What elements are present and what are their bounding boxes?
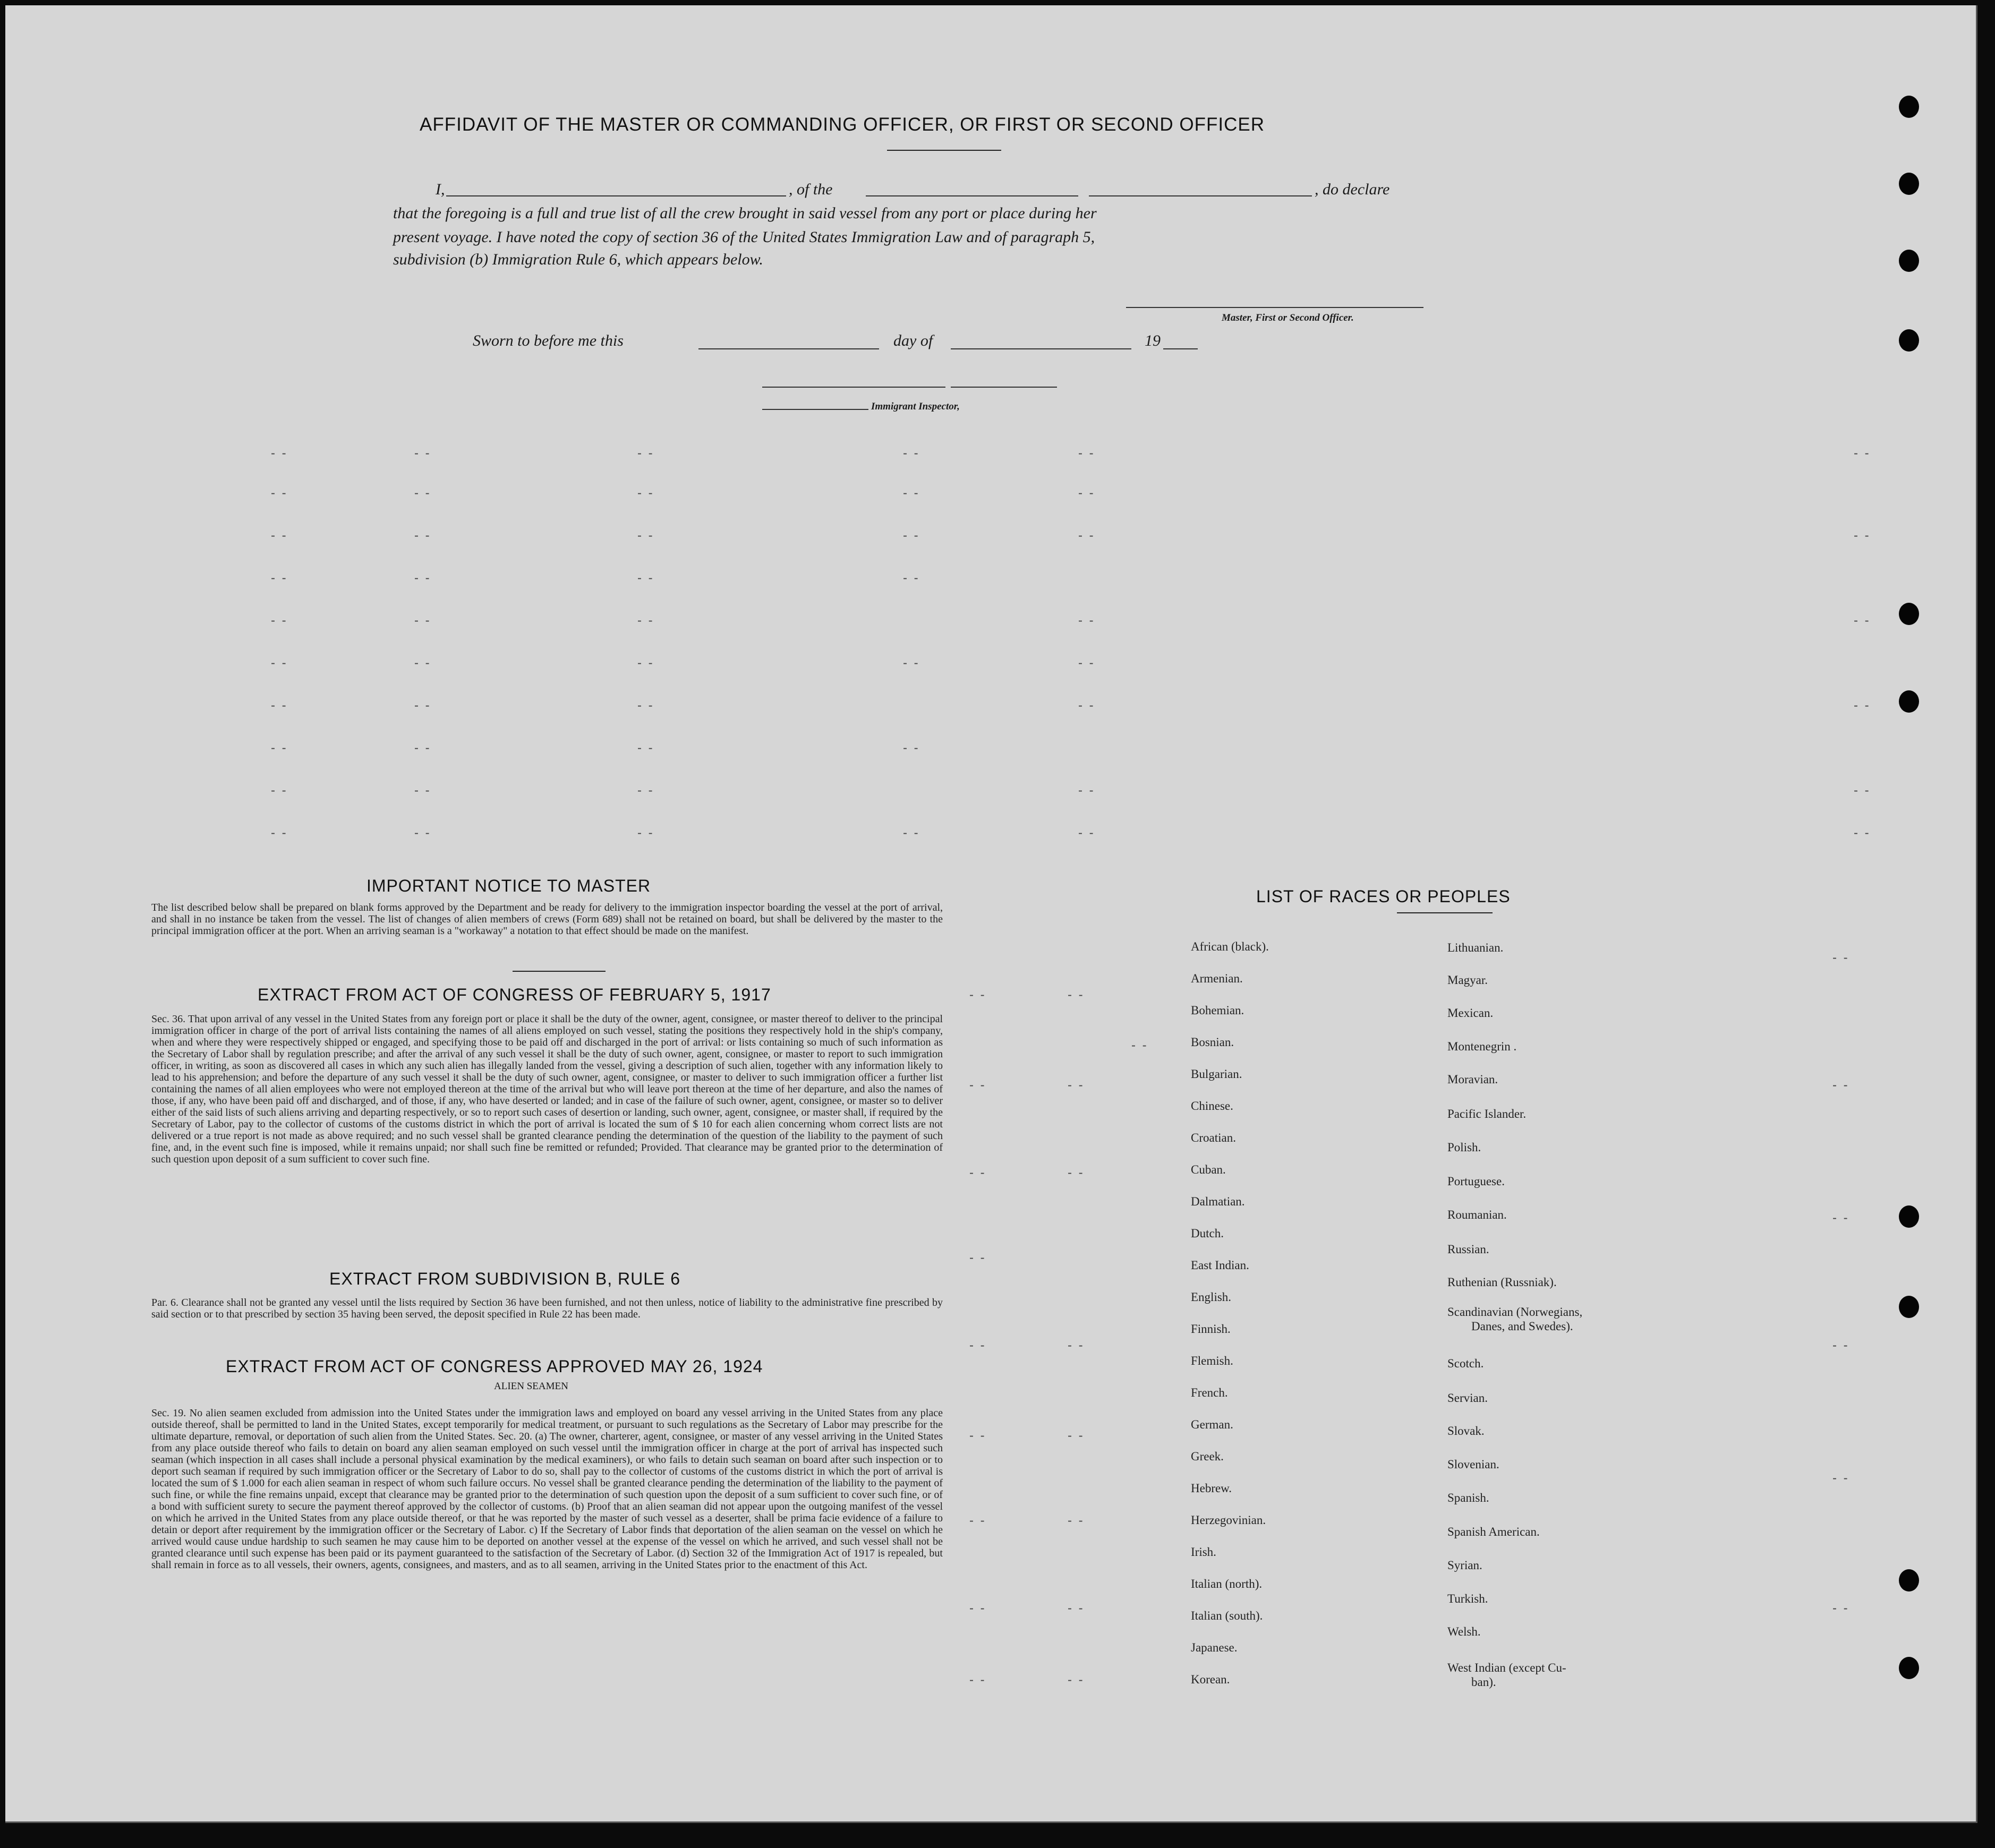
bleed-dashes: - - [1854,783,1871,798]
races-underline [1397,912,1493,913]
bleed-dashes: - - [969,1673,986,1687]
bleed-dashes: - - [1832,1211,1849,1225]
race-item: English. [1191,1290,1232,1304]
year-blank [1163,348,1198,349]
punch-hole [1899,1296,1919,1318]
bleed-dashes: - - [414,783,431,798]
bleed-dashes: - - [1078,656,1095,670]
race-item: Pacific Islander. [1447,1107,1527,1120]
bleed-dashes: - - [1854,528,1871,543]
bleed-dashes: - - [969,1078,986,1092]
bleed-dashes: - - [637,486,654,500]
bleed-dashes: - - [903,571,920,585]
race-item: Servian. [1447,1391,1488,1405]
bleed-dashes: - - [1078,698,1095,713]
race-item: Bulgarian. [1191,1067,1242,1081]
rule6-title: EXTRACT FROM SUBDIVISION B, RULE 6 [329,1269,681,1288]
bleed-dashes: - - [1832,1338,1849,1353]
punch-hole [1899,96,1919,118]
bleed-dashes: - - [414,446,431,460]
race-item: Portuguese. [1447,1175,1505,1188]
bleed-dashes: - - [414,741,431,755]
race-item: Lithuanian. [1447,941,1504,954]
race-item: Danes, and Swedes). [1471,1320,1573,1333]
race-item: Herzegovinian. [1191,1513,1266,1527]
bleed-dashes: - - [1832,1601,1849,1615]
bleed-dashes: - - [1068,1166,1085,1180]
race-item: Dalmatian. [1191,1195,1245,1208]
affidavit-i-label: I, [436,181,445,198]
signature-label: Master, First or Second Officer. [1222,312,1354,323]
bleed-dashes: - - [1068,1078,1085,1092]
bleed-dashes: - - [1078,613,1095,628]
bleed-dashes: - - [637,446,654,460]
sworn-text: Sworn to before me this [473,332,624,349]
race-item: Moravian. [1447,1073,1498,1086]
punch-hole [1899,690,1919,713]
bleed-dashes: - - [271,528,288,543]
race-item: Scotch. [1447,1357,1484,1370]
bleed-dashes: - - [271,486,288,500]
bleed-dashes: - - [1854,613,1871,628]
race-item: Turkish. [1447,1592,1488,1605]
bleed-dashes: - - [271,571,288,585]
race-item: Polish. [1447,1141,1481,1154]
bleed-dashes: - - [1854,826,1871,840]
bleed-dashes: - - [271,826,288,840]
bleed-dashes: - - [271,613,288,628]
document-page [5,5,1977,1823]
title-underline [887,150,1001,151]
bleed-dashes: - - [637,571,654,585]
race-item: Greek. [1191,1450,1224,1463]
race-item: German. [1191,1418,1233,1431]
bleed-dashes: - - [271,741,288,755]
bleed-dashes: - - [637,613,654,628]
bleed-dashes: - - [414,486,431,500]
affidavit-line-2: that the foregoing is a full and true list of all the crew brought in said vessel from any port or place during her [393,204,1097,222]
race-item: Welsh. [1447,1625,1481,1638]
bleed-dashes: - - [969,1513,986,1528]
race-item: Syrian. [1447,1559,1482,1572]
race-item: African (black). [1191,940,1269,953]
extract-1924-body: Sec. 19. No alien seamen excluded from admission into the United States under the immigration laws and employed on board any vessel arriving in the United States from any place outside thereof, shall be permitted to land in the United States, except temporarily for medical treatment, or pursuant to such regulations as the Secretary of Labor may prescribe for the ultimate departure, removal, or deportation of such alien from the United States. Sec. 20. (a) The owner, charterer, agent, consignee, or master of any vessel arriving in the United States from any place outside thereof who fails to detain on board any alien seaman employed on such vessel until the immigration officer in charge at the port of arrival has inspected such seaman (which inspection in all cases shall include a personal physical examination by the medical examiners), or who fails to detain such seaman on board after such inspection or to deport such seaman if required by such immigration officer or the Secretary of Labor to do so, shall pay to the collector of customs of the customs district in which the port of arrival is located the sum of $ 1.000 for each alien seaman in respect of whom such failure occurs. No vessel shall be granted clearance pending the determination of the liability to the payment of such fine, or while the fine remains unpaid, except that clearance may be granted prior to the determination of such question upon the deposit of a sum sufficient to cover such fine, or of a bond with sufficient surety to secure the payment thereof approved by the collector of customs. (b) Proof that an alien seaman did not appear upon the outgoing manifest of the vessel on which he arrived in the United States from any place outside thereof, or that he was reported by the master of such vessel as a deserter, shall be prima facie evidence of a failure to detain or deport after requirement by the immigration officer or the Secretary of Labor. c) If the Secretary of Labor finds that deportation of the alien seaman on the vessel on which he arrived would cause undue hardship to such seamen he may cause him to be deported on another vessel at the expense of the vessel on which he arrived, and such vessel shall not be granted clearance until such expense has been paid or its payment guaranteed to the satisfaction of the Secretary of Labor. (d) Section 32 of the Immigration Act of 1917 is repealed, but shall remain in force as to all vessels, their owners, agents, consignees, and masters, and as to all seamen, arriving in the United States prior to the enactment of this Act. [151,1407,943,1571]
affidavit-of-label: , of the [789,181,833,198]
bleed-dashes: - - [414,698,431,713]
inspector-line-b [951,387,1057,388]
race-item: Slovenian. [1447,1458,1499,1471]
bleed-dashes: - - [1131,1038,1148,1053]
race-item: Scandinavian (Norwegians, [1447,1305,1583,1319]
race-item: Mexican. [1447,1006,1494,1020]
bleed-dashes: - - [637,528,654,543]
bleed-dashes: - - [1068,1601,1085,1615]
bleed-dashes: - - [903,486,920,500]
affidavit-declare-label: , do declare [1315,181,1390,198]
race-item: Irish. [1191,1545,1216,1559]
race-item: ban). [1471,1675,1496,1689]
bleed-dashes: - - [1078,446,1095,460]
notice-title: IMPORTANT NOTICE TO MASTER [366,876,651,895]
bleed-dashes: - - [969,1428,986,1443]
affidavit-line-4: subdivision (b) Immigration Rule 6, which appears below. [393,251,763,268]
notice-rule [513,971,606,972]
bleed-dashes: - - [271,446,288,460]
race-item: Russian. [1447,1243,1489,1256]
bleed-dashes: - - [1078,826,1095,840]
affidavit-line-3: present voyage. I have noted the copy of section 36 of the United States Immigration Law and of paragraph 5, [393,228,1095,246]
race-item: Bohemian. [1191,1004,1244,1017]
bleed-dashes: - - [1854,446,1871,460]
inspector-line-c [762,409,868,410]
notice-body: The list described below shall be prepared on blank forms approved by the Department and be ready for delivery to the immigration inspector boarding the vessel at the port of arrival, and shall in no instance be taken from the vessel. The list of changes of alien members of crews (Form 689) shall not be retained on board, but shall be delivered by the master to the principal immigration officer at the port. When an arriving seaman is a "workaway" a notation to that effect should be made on the manifest. [151,902,943,937]
race-item: French. [1191,1386,1228,1399]
bleed-dashes: - - [271,656,288,670]
race-item: Hebrew. [1191,1482,1232,1495]
bleed-dashes: - - [903,741,920,755]
race-item: Dutch. [1191,1227,1224,1240]
bleed-dashes: - - [414,613,431,628]
race-item: Spanish. [1447,1491,1489,1504]
bleed-dashes: - - [414,571,431,585]
race-item: Armenian. [1191,972,1243,985]
bleed-dashes: - - [969,1601,986,1615]
bleed-dashes: - - [637,656,654,670]
race-item: Ruthenian (Russniak). [1447,1276,1557,1289]
bleed-dashes: - - [903,656,920,670]
race-item: Finnish. [1191,1322,1231,1336]
race-item: Italian (north). [1191,1577,1263,1590]
race-item: Japanese. [1191,1641,1238,1654]
month-blank [951,348,1131,349]
race-item: Cuban. [1191,1163,1226,1176]
bleed-dashes: - - [1832,1078,1849,1092]
inspector-label: Immigrant Inspector, [871,401,960,412]
bleed-dashes: - - [1068,988,1085,1002]
punch-hole [1899,250,1919,272]
bleed-dashes: - - [1854,698,1871,713]
race-item: Spanish American. [1447,1525,1540,1538]
extract-1917-body: Sec. 36. That upon arrival of any vessel in the United States from any foreign port or place it shall be the duty of the owner, agent, consignee, or master thereof to deliver to the principal immigration officer in charge of the port of arrival lists containing the names of all aliens employed on such vessel, stating the positions they respectively hold in the ship's company, when and where they were respectively shipped or engaged, and specifying those to be paid off and discharged in the port of arrival: or lists containing so much of such information as the Secretary of Labor shall by regulation prescribe; and after the arrival of any such vessel it shall be the duty of such owner, agent, consignee, or master to report to such immigration officer, in writing, as soon as discovered all cases in which any such alien has illegally landed from the vessel, giving a description of such alien, together with any information likely to lead to his apprehension; and before the departure of any such vessel it shall be the duty of such owner, agent, consignee, or master to deliver to such immigration officer a further list containing the names of all alien employees who were not employed thereon at the time of the arrival but who will leave port thereon at the time of her departure, and also the names of those, if any, who have been paid off and discharged, and of those, if any, who have deserted or landed; and in case of the failure of such owner, agent, consignee, or master so to deliver either of the said lists of such aliens arriving and departing respectively, or so to report such cases of desertion or landing, such owner, agent, consignee, or master shall, if required by the Secretary of Labor, pay to the collector of customs of the customs district in which the port of arrival is located the sum of $ 10 for each alien concerning whom correct lists are not delivered or a true report is not made as above required; and no such vessel shall be granted clearance pending the determination of the question of the liability to the payment of such fine, and, in the event such fine is imposed, while it remains unpaid; nor shall such fine be remitted or refunded; Provided. That clearance may be granted prior to the determination of such question upon deposit of a sum sufficient to cover such fine. [151,1013,943,1165]
punch-hole [1899,1657,1919,1679]
affidavit-title: AFFIDAVIT OF THE MASTER OR COMMANDING OFFICER, OR FIRST OR SECOND OFFICER [420,114,1265,135]
rule6-body: Par. 6. Clearance shall not be granted any vessel until the lists required by Section 36 have been furnished, and not then unless, notice of liability to the administrative fine prescribed by said section or to that prescribed by section 35 having been served, the deposit specified in Rule 22 has been made. [151,1297,943,1320]
bleed-dashes: - - [1068,1338,1085,1353]
race-item: Flemish. [1191,1354,1233,1367]
day-blank [698,348,879,349]
bleed-dashes: - - [637,826,654,840]
bleed-dashes: - - [903,528,920,543]
inspector-line-a [762,387,945,388]
race-item: Bosnian. [1191,1036,1234,1049]
extract-1917-title: EXTRACT FROM ACT OF CONGRESS OF FEBRUARY 5, 1917 [258,985,771,1004]
bleed-dashes: - - [414,826,431,840]
bleed-dashes: - - [1832,1471,1849,1485]
year-prefix: 19 [1145,332,1161,349]
race-item: Magyar. [1447,973,1488,987]
name-blank [446,195,786,196]
bleed-dashes: - - [1832,951,1849,965]
race-item: Korean. [1191,1673,1230,1686]
signature-line [1126,307,1423,308]
bleed-dashes: - - [637,741,654,755]
race-item: Italian (south). [1191,1609,1263,1622]
bleed-dashes: - - [1068,1673,1085,1687]
vessel-blank-2 [1089,195,1312,196]
punch-hole [1899,1205,1919,1228]
bleed-dashes: - - [414,528,431,543]
race-item: Chinese. [1191,1099,1233,1113]
day-of-text: day of [893,332,933,349]
bleed-dashes: - - [637,698,654,713]
bleed-dashes: - - [903,446,920,460]
bleed-dashes: - - [969,1251,986,1265]
bleed-dashes: - - [903,826,920,840]
bleed-dashes: - - [1068,1428,1085,1443]
punch-hole [1899,1569,1919,1592]
race-item: Roumanian. [1447,1208,1507,1221]
punch-hole [1899,329,1919,352]
bleed-dashes: - - [637,783,654,798]
extract-1924-title: EXTRACT FROM ACT OF CONGRESS APPROVED MAY 26, 1924 [226,1357,763,1376]
bleed-dashes: - - [969,1338,986,1353]
bleed-dashes: - - [1078,486,1095,500]
bleed-dashes: - - [271,783,288,798]
bleed-dashes: - - [969,1166,986,1180]
race-item: Montenegrin . [1447,1040,1517,1053]
bleed-dashes: - - [271,698,288,713]
race-item: Croatian. [1191,1131,1236,1144]
bleed-dashes: - - [1078,783,1095,798]
race-item: Slovak. [1447,1424,1485,1438]
race-item: West Indian (except Cu- [1447,1661,1566,1674]
punch-hole [1899,173,1919,195]
vessel-blank [866,195,1078,196]
extract-1924-subtitle: ALIEN SEAMEN [494,1381,568,1392]
bleed-dashes: - - [1068,1513,1085,1528]
bleed-dashes: - - [1078,528,1095,543]
bleed-dashes: - - [414,656,431,670]
punch-hole [1899,603,1919,625]
bleed-dashes: - - [969,988,986,1002]
races-title: LIST OF RACES OR PEOPLES [1256,887,1511,906]
race-item: East Indian. [1191,1259,1249,1272]
